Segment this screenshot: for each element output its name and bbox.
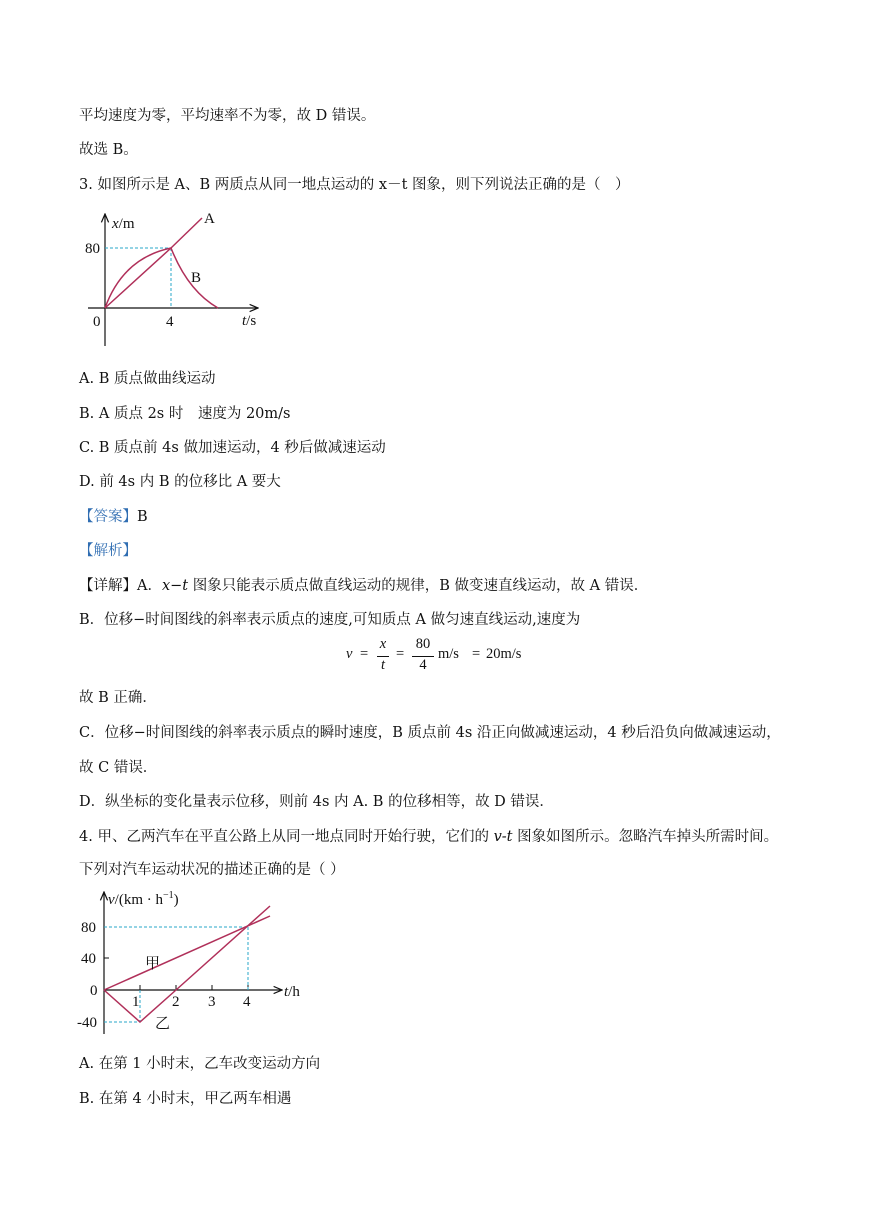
- detail-a-text: 图象只能表示质点做直线运动的规律，B 做变速直线运动，故 A 错误．: [188, 578, 649, 594]
- x-axis-label: t/s: [242, 313, 257, 329]
- option-3a: A. B 质点做曲线运动: [79, 371, 216, 387]
- xt-graph: [78, 206, 278, 356]
- tick-label-y-80: 80: [81, 920, 96, 936]
- formula-result: 20m/s: [486, 646, 522, 662]
- tick-label-x-4: 4: [243, 994, 251, 1010]
- formula-t: t: [380, 657, 386, 673]
- formula-eq3: =: [472, 646, 481, 662]
- tick-label-x-4: 4: [166, 314, 174, 330]
- tick-label-y-0: 0: [90, 983, 98, 999]
- analysis-tag: 【解析】: [79, 543, 137, 559]
- x-axis-label: t/h: [284, 984, 300, 1000]
- option-4b: B. 在第 4 小时末，甲乙两车相遇: [79, 1091, 292, 1107]
- series-b-label: B: [191, 270, 202, 286]
- question-4-text-end: 图象如图所示。忽略汽车掉头所需时间。: [512, 829, 779, 845]
- tick-label-x-1: 1: [132, 994, 140, 1010]
- answer-value: B: [137, 509, 148, 525]
- detail-a-prefix: A．: [137, 578, 162, 594]
- text-line: 平均速度为零，平均速率不为零，故 D 错误。: [79, 108, 376, 124]
- option-4a: A. 在第 1 小时末，乙车改变运动方向: [79, 1056, 321, 1072]
- option-3c: C. B 质点前 4s 做加速运动，4 秒后做减速运动: [79, 440, 386, 456]
- tick-label-y-40: 40: [81, 951, 96, 967]
- origin-label: 0: [93, 314, 101, 330]
- detail-c-line2: 故 C 错误．: [79, 760, 158, 776]
- detail-tag: 【详解】: [79, 578, 137, 594]
- series-a-label: A: [204, 211, 215, 227]
- text-line: 故选 B。: [79, 142, 138, 158]
- detail-d-line: D．纵坐标的变化量表示位移，则前 4s 内 A. B 的位移相等，故 D 错误．: [79, 794, 554, 810]
- question-4-variable: v-t: [493, 829, 513, 845]
- detail-c-line1: C．位移−时间图线的斜率表示质点的瞬时速度，B 质点前 4s 沿正向做减速运动，4 秒后沿负向做减速运动，: [79, 725, 781, 741]
- tick-label-x-2: 2: [172, 994, 180, 1010]
- formula-v: v: [346, 646, 353, 662]
- formula-x: x: [379, 636, 387, 652]
- question-3: 3. 如图所示是 A、B 两质点从同一地点运动的 x－t 图象，则下列说法正确的是（ ）: [79, 177, 630, 193]
- detail-a-variable: x−t: [161, 578, 189, 594]
- formula-eq1: =: [360, 646, 369, 662]
- answer-line: [79, 507, 148, 527]
- analysis-line: [79, 541, 137, 561]
- tick-label-x-3: 3: [208, 994, 216, 1010]
- detail-b-line: B．位移−时间图线的斜率表示质点的速度,可知质点 A 做匀速直线运动,速度为: [79, 612, 581, 628]
- formula-eq2: =: [396, 646, 405, 662]
- tick-label-y-80: 80: [85, 241, 100, 257]
- detail-b-end: 故 B 正确．: [79, 690, 157, 706]
- option-3d: D. 前 4s 内 B 的位移比 A 要大: [79, 474, 281, 490]
- question-4-line2: 下列对汽车运动状况的描述正确的是（ ）: [79, 862, 345, 878]
- series-jia-label: 甲: [145, 956, 161, 972]
- detail-a-line: [79, 576, 648, 596]
- option-3b: B. A 质点 2s 时 速度为 20m/s: [79, 406, 291, 422]
- tick-label-y-minus40: -40: [77, 1015, 97, 1031]
- y-axis-label: $v/(km \cdot h^{-1})$: [108, 890, 179, 908]
- answer-tag: 【答案】: [79, 509, 137, 525]
- question-4-text: 4. 甲、乙两汽车在平直公路上从同一地点同时开始行驶，它们的: [79, 829, 494, 845]
- formula-den: 4: [419, 657, 427, 673]
- series-yi-label: 乙: [155, 1016, 171, 1032]
- formula-num: 80: [415, 636, 431, 652]
- vt-graph: [76, 884, 316, 1044]
- formula-unit: m/s: [438, 646, 459, 662]
- y-axis-label: x/m: [112, 216, 135, 232]
- question-4-line1: [79, 827, 778, 847]
